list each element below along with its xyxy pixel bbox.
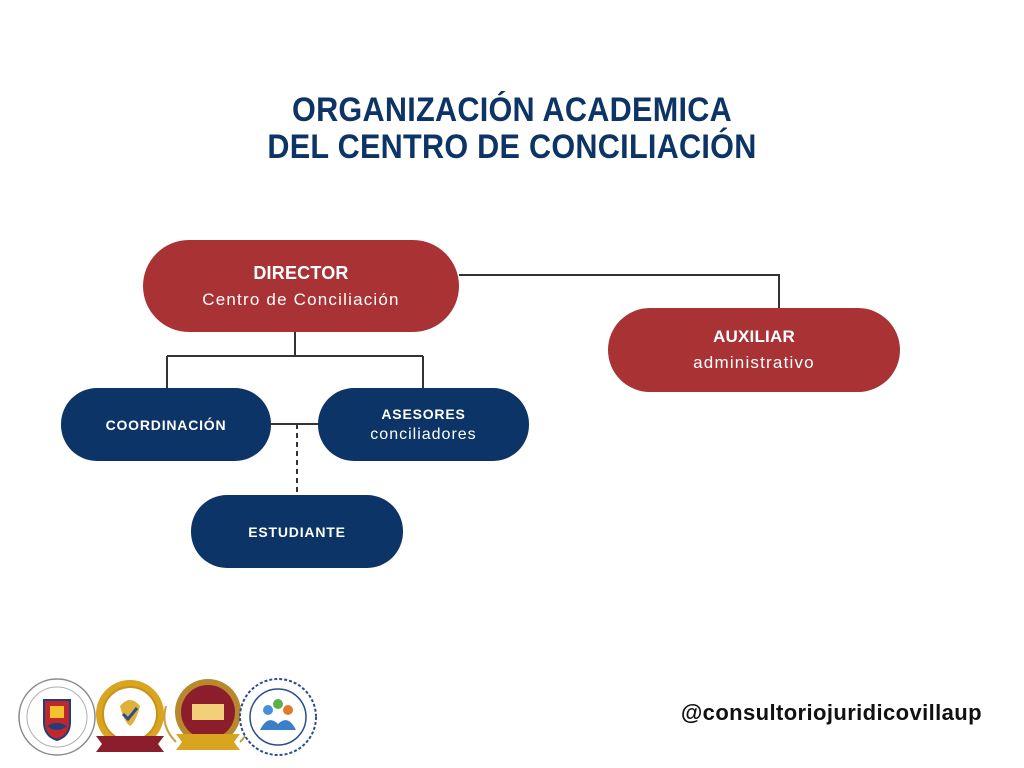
university-seal-icon xyxy=(19,679,95,755)
gold-medal-badge-1-icon xyxy=(96,680,164,752)
logo-strip xyxy=(16,676,326,758)
auxiliar-subtitle: administrativo xyxy=(693,353,815,372)
director-subtitle: Centro de Conciliación xyxy=(202,289,400,309)
director-title: DIRECTOR xyxy=(253,262,349,283)
title-line-1: ORGANIZACIÓN ACADEMICA xyxy=(291,91,732,129)
gold-medal-badge-2-icon xyxy=(164,679,251,750)
asesores-subtitle: conciliadores xyxy=(370,425,477,443)
coordinacion-node xyxy=(61,388,271,461)
auxiliar-title: AUXILIAR xyxy=(713,327,795,346)
asesores-title: ASESORES xyxy=(381,405,466,422)
coordinacion-title: COORDINACIÓN xyxy=(105,416,227,433)
connector-director-auxiliar xyxy=(459,275,779,308)
director-node xyxy=(143,240,459,332)
asesores-node xyxy=(318,388,529,461)
title-line-2: DEL CENTRO DE CONCILIACIÓN xyxy=(267,128,757,166)
no-discrimination-seal-icon xyxy=(240,679,316,755)
auxiliar-node xyxy=(608,308,900,392)
social-handle: @consultoriojuridicovillaup xyxy=(680,700,982,725)
estudiante-title: ESTUDIANTE xyxy=(248,523,346,540)
estudiante-node xyxy=(191,495,403,568)
